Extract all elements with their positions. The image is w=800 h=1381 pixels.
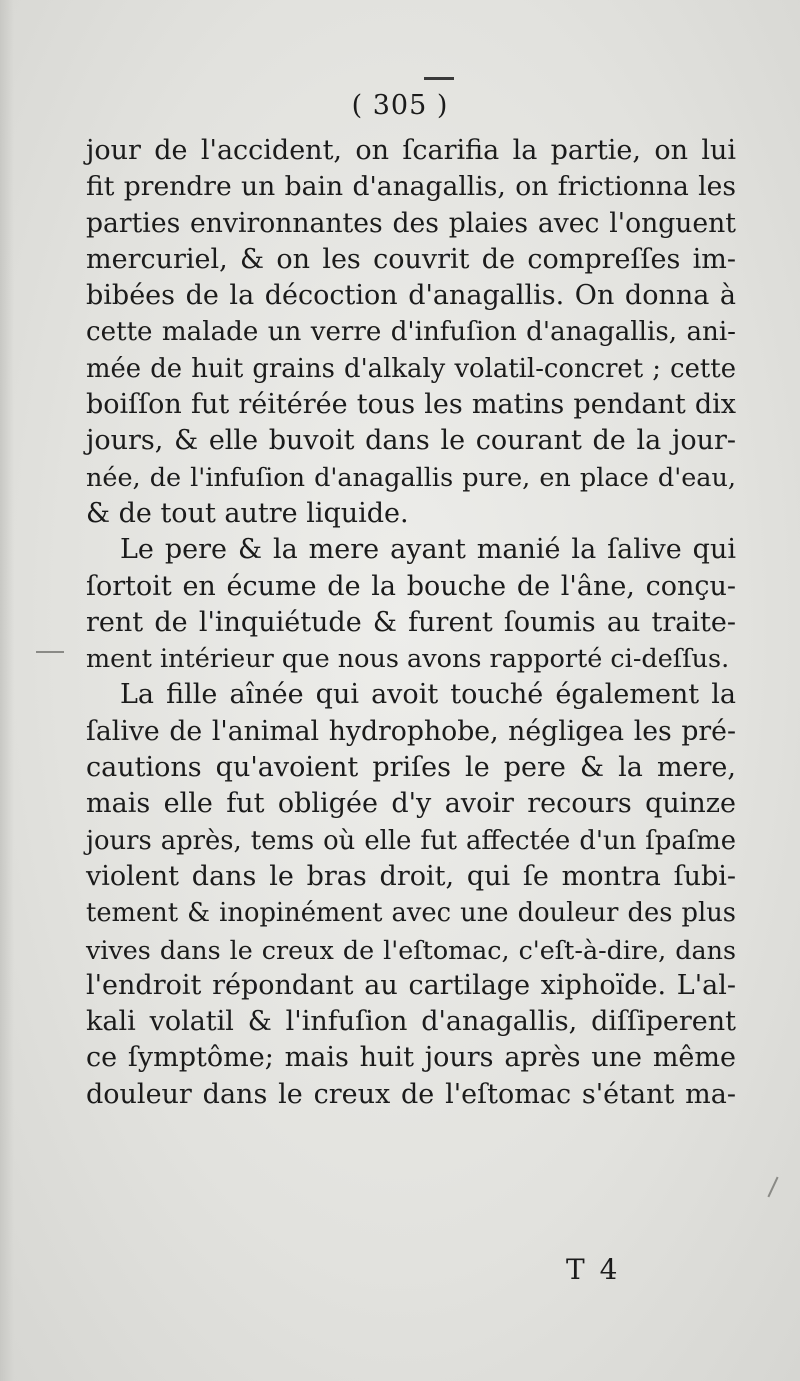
- text-line: douleur dans le creux de l'eſtomac s'étant ma-: [86, 1078, 736, 1110]
- margin-dash: [36, 651, 64, 653]
- signature-mark: T 4: [566, 1253, 621, 1286]
- text-line: La fille aînée qui avoit touché également la: [120, 679, 736, 711]
- text-line: fit prendre un bain d'anagallis, on frictionna les: [86, 171, 736, 203]
- text-line: cautions qu'avoient priſes le pere & la mere,: [86, 752, 736, 784]
- text-line: jour de l'accident, on ſcarifia la partie, on lui: [86, 135, 736, 166]
- text-line: boiſſon fut réitérée tous les matins pendant dix: [86, 389, 736, 421]
- text-line: Le pere & la mere ayant manié la ſalive qui: [120, 534, 736, 566]
- body-text: [86, 133, 736, 1113]
- text-line: ſortoit en écume de la bouche de l'âne, conçu-: [86, 570, 736, 602]
- text-line: & de tout autre liquide.: [86, 497, 409, 529]
- text-line: bibées de la décoction d'anagallis. On donna à: [86, 280, 736, 312]
- text-line: tement & inopinément avec une douleur des plus: [86, 898, 736, 929]
- page-number-header: [0, 90, 800, 121]
- text-line: ce ſymptôme; mais huit jours après une même: [86, 1042, 736, 1074]
- text-line: vives dans le creux de l'eſtomac, c'eſt-à-dire, dans: [86, 934, 736, 965]
- text-line: cette malade un verre d'infuſion d'anagallis, ani-: [86, 317, 736, 348]
- text-line: ſalive de l'animal hydrophobe, négligea les pré-: [86, 715, 736, 747]
- page-number: ( 305 ): [351, 90, 449, 121]
- text-line: mercuriel, & on les couvrit de compreſſes im-: [86, 243, 736, 275]
- text-line: jours, & elle buvoit dans le courant de la jour-: [86, 425, 736, 457]
- text-line: née, de l'infuſion d'anagallis pure, en place d'eau,: [86, 462, 736, 493]
- page-edge-shadow: [0, 0, 14, 1381]
- text-line: ment intérieur que nous avons rapporté ci-deſſus.: [86, 644, 730, 675]
- header-rule: [424, 77, 454, 80]
- text-line: parties environnantes des plaies avec l'onguent: [86, 207, 736, 239]
- text-line: rent de l'inquiétude & furent ſoumis au traite-: [86, 606, 736, 638]
- text-line: kali volatil & l'infuſion d'anagallis, diſſiperent: [86, 1006, 736, 1038]
- text-line: jours après, tems où elle fut affectée d'un ſpaſme: [86, 825, 736, 856]
- text-line: violent dans le bras droit, qui ſe montra ſubi-: [86, 860, 736, 892]
- text-line: l'endroit répondant au cartilage xiphoïde. L'al-: [86, 969, 736, 1001]
- text-line: mais elle fut obligée d'y avoir recours quinze: [86, 788, 736, 820]
- margin-slash: [767, 1177, 778, 1198]
- text-line: mée de huit grains d'alkaly volatil-concret ; cette: [86, 353, 736, 384]
